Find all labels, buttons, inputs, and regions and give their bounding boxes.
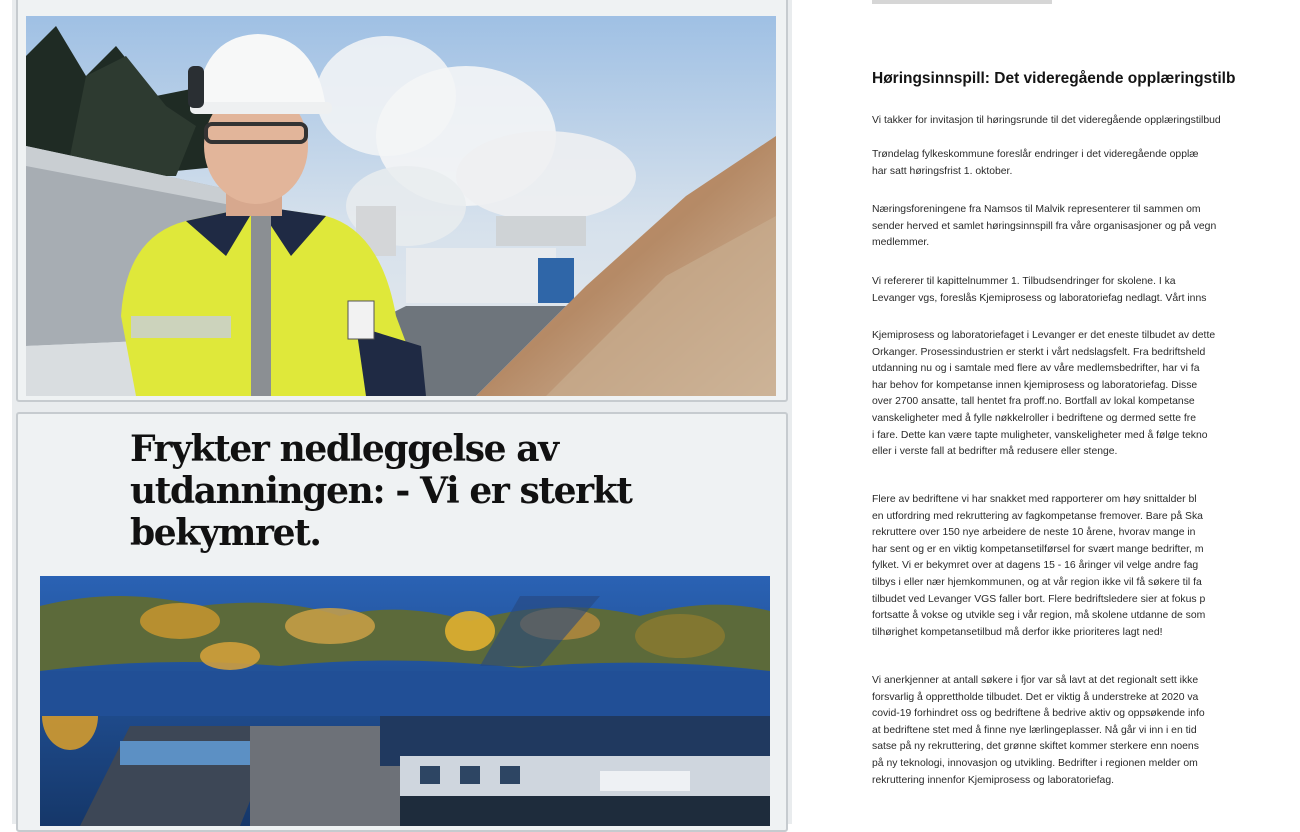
paragraph-line: en utfordring med rekruttering av fagkompetanse fremover. Bare på Ska (872, 510, 1203, 522)
paragraph-line: tilhørighet kompetansetilbud må derfor ikke prioriteres lagt ned! (872, 626, 1163, 638)
paragraph-line: har behov for kompetanse innen kjemiprosess og laboratoriefag. Disse (872, 379, 1198, 391)
document-paragraph-1 (872, 113, 1300, 130)
paragraph-line: eller i verste fall at bedrifter må redusere eller stenge. (872, 446, 1118, 458)
paragraph-line: Vi refererer til kapittelnummer 1. Tilbudsendringer for skolene. I ka (872, 276, 1176, 287)
headline-line-3: bekymret. (130, 512, 321, 554)
headline-line-1: Frykter nedleggelse av (130, 428, 558, 470)
document-paragraph-4 (872, 274, 1300, 307)
photo-card (16, 0, 788, 402)
worker-photo-illustration (26, 16, 776, 396)
document-paragraph-2 (872, 147, 1300, 180)
paragraph-line: at bedriftene stet med å finne nye lærlingeplasser. Nå går vi inn i en tid (872, 724, 1197, 736)
paragraph-line: har satt høringsfrist 1. oktober. (872, 165, 1013, 177)
article-card (16, 412, 788, 832)
paragraph-line: Vi takker for invitasjon til høringsrunde til det videregående opplæringstilbud (872, 115, 1221, 126)
headline-line-2: utdanningen: - Vi er sterkt (130, 470, 632, 512)
paragraph-line: Flere av bedriftene vi har snakket med rapporterer om høy snittalder bl (872, 494, 1197, 505)
paragraph-line: tilbys i eller nær hjemkommunen, og at vår region ikke vil få søkere til fa (872, 576, 1202, 588)
paragraph-line: rekruttere over 150 nye arbeidere de neste 10 årene, hvorav mange in (872, 527, 1196, 539)
paragraph-line: covid-19 forhindret oss og bedriftene å bedrive aktiv og oppsøkende info (872, 708, 1205, 720)
paragraph-line: fylket. Vi er bekymret over at dagens 15 - 16 åringer vil velge andre fag (872, 560, 1199, 572)
paragraph-line: satse på ny rekruttering, det grønne skiftet kommer sterkere enn noens (872, 741, 1199, 753)
paragraph-line: tilbudet ved Levanger VGS faller bort. Flere bedriftsledere sier at fokus p (872, 593, 1206, 605)
paragraph-line: rekruttering innenfor Kjemiprosess og laboratoriefag. (872, 774, 1114, 786)
document-paragraph-7 (872, 673, 1300, 789)
paragraph-line: Trøndelag fylkeskommune foreslår endringer i det videregående opplæ (872, 149, 1199, 160)
paragraph-line: på ny teknologi, innovasjon og utvikling. Bedrifter i regionen melder om (872, 757, 1198, 769)
paragraph-line: over 2700 ansatte, tall hentet fra proff.no. Bortfall av lokal kompetanse (872, 396, 1195, 408)
paragraph-line: Vi anerkjenner at antall søkere i fjor var så lavt at det regionalt sett ikke (872, 675, 1199, 686)
paragraph-line: har sent og er en viktig kompetansetilførsel for svært mange bedrifter, m (872, 543, 1204, 555)
factory-aerial-illustration (40, 576, 770, 826)
newspaper-column (12, 0, 792, 824)
paragraph-line: Orkanger. Prosessindustrien er sterkt i vårt nedslagsfelt. Fra bedriftsheld (872, 346, 1206, 358)
factory-aerial-photo (40, 576, 770, 826)
worker-photo (26, 16, 776, 396)
article-headline (130, 428, 650, 554)
paragraph-line: sender herved et samlet høringsinnspill fra våre organisasjoner og på vegn (872, 220, 1217, 232)
paragraph-line: medlemmer. (872, 237, 930, 249)
paragraph-line: Levanger vgs, foreslås Kjemiprosess og laboratoriefag nedlagt. Vårt inns (872, 292, 1207, 304)
paragraph-line: forsvarlig å opprettholde tilbudet. Det er viktig å understreke at 2020 va (872, 691, 1199, 703)
paragraph-line: i fare. Dette kan være tapte muligheter, vanskeligheter med å følge tekno (872, 429, 1208, 441)
paragraph-line: fortsatte å vokse og utvikle seg i vår region, må skolene utdanne de som (872, 610, 1206, 622)
paragraph-line: utdanning nu og i samtale med flere av våre medlemsbedrifter, har vi fa (872, 363, 1200, 375)
previous-text-fragment (872, 0, 1052, 4)
paragraph-line: Kjemiprosess og laboratoriefaget i Levanger er det eneste tilbudet av dette (872, 330, 1216, 341)
paragraph-line: vanskeligheter med å fylle nøkkelroller i bedriftene og dermed sette fre (872, 412, 1197, 424)
document-title: Høringsinnspill: Det videregående opplæringstilb (872, 70, 1236, 87)
document-paragraph-6 (872, 492, 1300, 641)
document-paragraph-5 (872, 328, 1300, 461)
document-paragraph-3 (872, 202, 1300, 252)
paragraph-line: Næringsforeningene fra Namsos til Malvik representerer til sammen om (872, 204, 1201, 215)
